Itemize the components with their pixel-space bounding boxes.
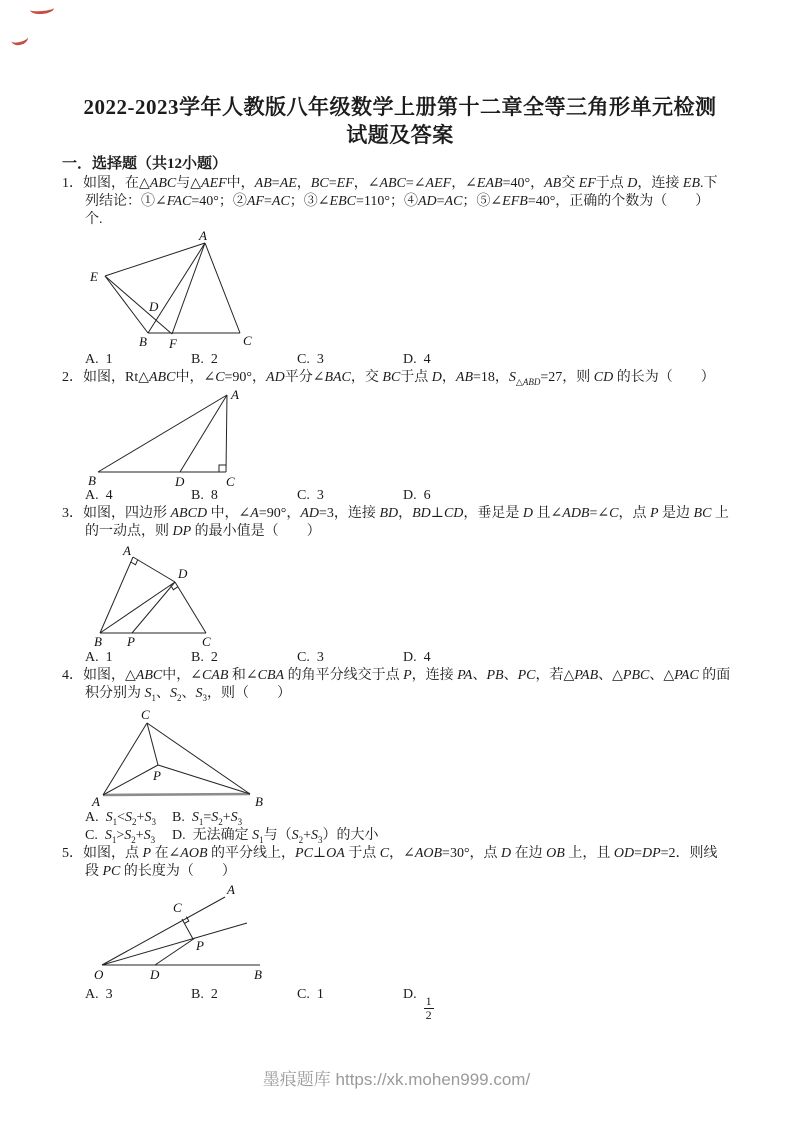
fig1-label-A: A bbox=[199, 229, 207, 243]
fig2-label-C: C bbox=[226, 474, 235, 487]
options-q3 bbox=[85, 649, 738, 667]
document-title-line-2: 试题及答案 bbox=[346, 123, 454, 147]
option-q1-c: C. 3 bbox=[297, 352, 324, 367]
document-content bbox=[62, 93, 738, 1021]
question-5-line-2: 段 PC 的长度为（ ） bbox=[85, 864, 236, 879]
fig5-label-C: C bbox=[173, 900, 182, 915]
fig1-label-B: B bbox=[139, 334, 147, 349]
fig4-label-B: B bbox=[255, 794, 263, 809]
fig5-label-B: B bbox=[254, 967, 262, 982]
question-3-line-1: 3．如图，四边形 ABCD 中，∠A=90°，AD=3，连接 BD，BD⊥CD，垂足是 D 且∠ADB=∠C，点 P 是边 BC 上 bbox=[62, 506, 729, 521]
fig5-label-A: A bbox=[227, 882, 235, 897]
fig3-label-C: C bbox=[202, 634, 211, 649]
fig5-label-O: O bbox=[94, 967, 104, 982]
option-q5-d: D. $\frac{1}{2}$ bbox=[403, 987, 432, 1022]
option-q4-d: D. 无法确定 $S_1$与$(S_2+S_3)$的大小 bbox=[172, 828, 379, 845]
question-1 bbox=[62, 175, 738, 229]
fig2-label-B: B bbox=[88, 473, 96, 487]
option-q2-b: B. 8 bbox=[191, 488, 218, 503]
fig4-label-C: C bbox=[141, 709, 150, 722]
fig1-label-F: F bbox=[169, 336, 177, 351]
option-q4-a: A. $S_1<S_2+S_3$ bbox=[85, 810, 156, 827]
option-q3-d: D. 4 bbox=[403, 650, 431, 665]
fig4-label-P: P bbox=[153, 768, 161, 783]
question-4 bbox=[62, 667, 738, 703]
options-q1 bbox=[85, 351, 738, 369]
fig3-label-P: P bbox=[127, 634, 135, 649]
figure-q2-right-triangle bbox=[70, 387, 320, 487]
fig3-label-B: B bbox=[94, 634, 102, 649]
question-5 bbox=[62, 845, 738, 881]
fig2-label-D: D bbox=[175, 474, 185, 487]
option-q4-b: B. $S_1=S_2+S_3$ bbox=[172, 810, 243, 827]
option-q3-b: B. 2 bbox=[191, 650, 218, 665]
red-pen-mark-2 bbox=[10, 31, 29, 47]
figure-q1-triangles bbox=[85, 229, 350, 351]
option-q3-a: A. 1 bbox=[85, 650, 113, 665]
options-q5 bbox=[85, 986, 738, 1021]
option-q4-c: C. $S_1>S_2+S_3$ bbox=[85, 828, 156, 845]
options-q4-row-2 bbox=[85, 827, 738, 845]
question-5-line-1: 5．如图，点 P 在∠AOB 的平分线上，PC⊥OA 于点 C，∠AOB=30°，点 D 在边 OB 上，且 OD=DP=2．则线 bbox=[62, 846, 718, 861]
question-1-line-3: 个. bbox=[85, 212, 103, 227]
options-q2 bbox=[85, 487, 738, 505]
footer bbox=[0, 1065, 793, 1090]
footer-link[interactable]: 墨痕题库 https://xk.mohen999.com/ bbox=[262, 1070, 531, 1089]
question-1-line-2: 列结论：①∠FAC=40°；②AF=AC；③∠EBC=110°；④AD=AC；⑤∠EFB=40°，正确的个数为（ ） bbox=[85, 194, 710, 209]
section-heading: 一．选择题（共12小题） bbox=[62, 156, 228, 172]
fig5-label-D: D bbox=[150, 967, 160, 982]
question-3-line-2: 的一动点，则 DP 的最小值是（ ） bbox=[85, 524, 321, 539]
fig5-label-P: P bbox=[196, 938, 204, 953]
fig4-label-A: A bbox=[92, 794, 100, 809]
option-q1-b: B. 2 bbox=[191, 352, 218, 367]
fig1-label-C: C bbox=[243, 333, 252, 348]
fig3-label-A: A bbox=[123, 545, 131, 558]
figure-q5-angle-bisector bbox=[75, 881, 325, 986]
option-q5-b: B. 2 bbox=[191, 987, 218, 1002]
fig3-label-D: D bbox=[178, 566, 188, 581]
fig1-label-D: D bbox=[149, 299, 159, 314]
option-q1-a: A. 1 bbox=[85, 352, 113, 367]
option-q2-c: C. 3 bbox=[297, 488, 324, 503]
fig1-label-E: E bbox=[90, 269, 98, 284]
option-q1-d: D. 4 bbox=[403, 352, 431, 367]
question-1-line-1: 1．如图，在△ABC与△AEF中，AB=AE，BC=EF，∠ABC=∠AEF，∠EAB=40°，AB交 EF于点 D，连接 EB.下 bbox=[62, 176, 718, 191]
fig2-label-A: A bbox=[231, 387, 239, 402]
question-4-line-2: 积分别为 $S_1$、$S_2$、$S_3$，则（ ） bbox=[85, 686, 291, 703]
figure-q4-triangle-incenter bbox=[75, 709, 325, 809]
question-2 bbox=[62, 369, 738, 387]
option-q5-c: C. 1 bbox=[297, 987, 324, 1002]
question-3 bbox=[62, 505, 738, 541]
right-angle-mark-C bbox=[219, 465, 226, 472]
figure-q3-quadrilateral bbox=[75, 545, 325, 649]
option-q5-a: A. 3 bbox=[85, 987, 113, 1002]
red-pen-mark-1 bbox=[30, 3, 55, 15]
option-q2-d: D. 6 bbox=[403, 488, 431, 503]
question-2-line-1: 2．如图，Rt△ABC中，∠C=90°，AD平分∠BAC，交 BC于点 D，AB=18，$S_{\triangle ABD}=27$，则 CD 的长为（ ） bbox=[62, 370, 715, 387]
option-q2-a: A. 4 bbox=[85, 488, 113, 503]
document-title-line-1: 2022-2023学年人教版八年级数学上册第十二章全等三角形单元检测 bbox=[83, 95, 717, 119]
question-4-line-1: 4．如图，△ABC中，∠CAB 和∠CBA 的角平分线交于点 P，连接 PA、PB、PC，若△PAB、△PBC、△PAC 的面 bbox=[62, 668, 731, 683]
options-q4-row-1 bbox=[85, 809, 738, 827]
option-q3-c: C. 3 bbox=[297, 650, 324, 665]
